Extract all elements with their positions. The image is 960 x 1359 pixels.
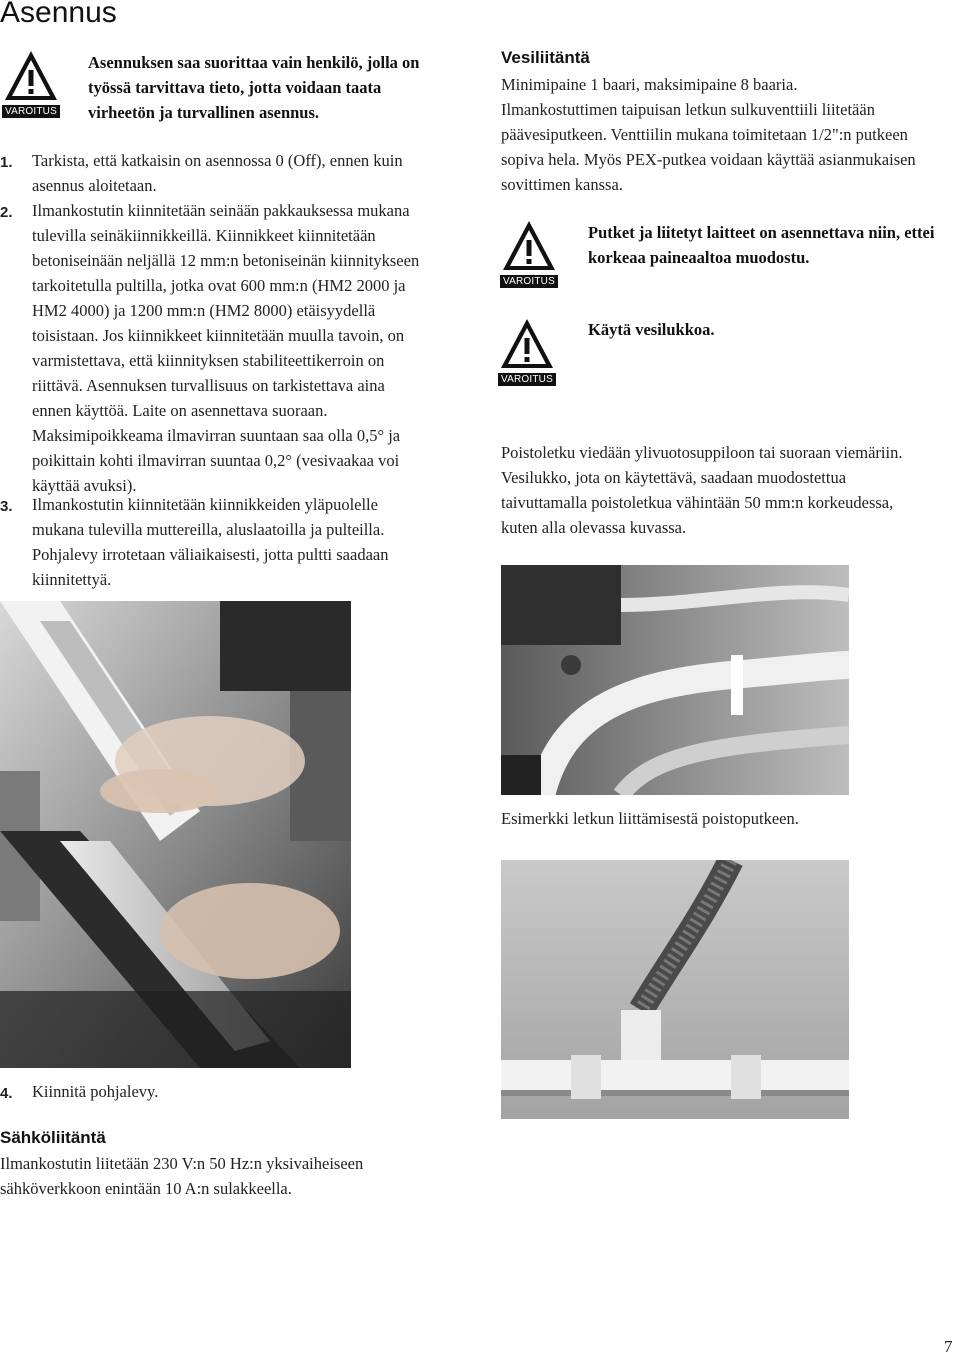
step-line: kiinnitettyä. [32,570,112,589]
intro-warning-line: virheetön ja turvallinen asennus. [88,103,320,122]
step-line: ennen käyttöä. Laite on asennettava suoraan. [32,401,328,420]
step-line: tarkoitetulla pultilla, jotka ovat 600 mm:n (HM2 2000 ja [32,276,406,295]
water-warning-line: korkeaa paineaaltoa muodostu. [588,248,810,267]
page-number: 7 [944,1337,953,1356]
warning-label: VAROITUS [498,373,556,386]
water-warning-line: Putket ja liitetyt laitteet on asennettava niin, ettei [588,223,935,242]
water-line: Ilmankostuttimen taipuisan letkun sulkuventtiili liitetään [501,100,875,119]
water-line: sopiva hela. Myös PEX-putkea voidaan käyttää asianmukaisen [501,150,916,169]
step-line: Ilmankostutin kiinnitetään seinään pakkauksessa mukana [32,201,410,220]
intro-warning-line: työssä tarvittava tieto, jotta voidaan taata [88,78,382,97]
step-line: Ilmankostutin kiinnitetään kiinnikkeiden yläpuolelle [32,495,378,514]
step-line: asennus aloitetaan. [32,176,157,195]
warning-label: VAROITUS [500,275,558,288]
drain-line: kuten alla olevassa kuvassa. [501,518,687,537]
mounting-bracket-photo [0,601,351,1068]
water-trap-warning: Käytä vesilukkoa. [588,320,715,339]
water-line: Minimipaine 1 baari, maksimipaine 8 baaria. [501,75,798,94]
electrical-text [0,1151,470,1201]
page-title: Asennus [0,0,117,29]
drain-line: Poistoletku viedään ylivuotosuppiloon tai suoraan viemäriin. [501,443,903,462]
drain-text [501,440,960,540]
warning-icon [500,218,558,288]
electrical-line: Ilmankostutin liitetään 230 V:n 50 Hz:n yksivaiheiseen [0,1154,364,1173]
step-line: mukana tulevilla muttereilla, aluslaatoilla ja pulteilla. [32,520,385,539]
warning-icon [498,316,556,386]
step-line: poikittain kohti ilmavirran suuntaa 0,2° (vesivaakaa voi [32,451,400,470]
water-heading: Vesiliitäntä [501,48,590,67]
hose-connection-photo [501,565,849,795]
water-warning-text [588,220,960,270]
step-line: toisistaan. Jos kiinnikkeet kiinnitetään muulla tavoin, on [32,326,405,345]
step-line: Kiinnitä pohjalevy. [32,1082,159,1101]
step-line: Pohjalevy irrotetaan väliaikaisesti, jotta pultti saadaan [32,545,389,564]
step-line: riittävä. Asennuksen turvallisuus on tarkistettava aina [32,376,385,395]
step-line: Maksimipoikkeama ilmavirran suuntaan saa olla 0,5° ja [32,426,401,445]
intro-warning-text [88,50,458,125]
electrical-heading: Sähköliitäntä [0,1128,106,1147]
step-line: tulevilla seinäkiinnikkeillä. Kiinnikkeet kiinnitetään [32,226,376,245]
water-line: sovittimen kanssa. [501,175,623,194]
step-number: 1. [0,154,13,171]
step-line: käyttää avuksi). [32,476,137,495]
intro-warning-line: Asennuksen saa suorittaa vain henkilö, jolla on [88,53,420,72]
water-text [501,72,960,197]
step-line: HM2 4000) ja 1200 mm:n (HM2 8000) etäisyydellä [32,301,376,320]
step-number: 3. [0,498,13,515]
drain-pipe-photo [501,860,849,1119]
drain-line: taivuttamalla poistoletkua vähintään 50 mm:n korkeudessa, [501,493,894,512]
drain-line: Vesilukko, jota on käytettävä, saadaan muodostettua [501,468,847,487]
warning-icon [2,48,60,118]
step-number: 2. [0,204,13,221]
step-line: betoniseinään neljällä 12 mm:n betoniseinän kiinnitykseen [32,251,420,270]
hose-photo-caption: Esimerkki letkun liittämisestä poistoputkeen. [501,809,799,828]
step-line: Tarkista, että katkaisin on asennossa 0 (Off), ennen kuin [32,151,403,170]
electrical-line: sähköverkkoon enintään 10 A:n sulakkeella. [0,1179,292,1198]
step-line: varmistettava, että kiinnityksen stabiliteettikerroin on [32,351,385,370]
warning-label: VAROITUS [2,105,60,118]
water-line: päävesiputkeen. Venttiilin mukana toimitetaan 1/2":n putkeen [501,125,908,144]
step-number: 4. [0,1085,13,1102]
